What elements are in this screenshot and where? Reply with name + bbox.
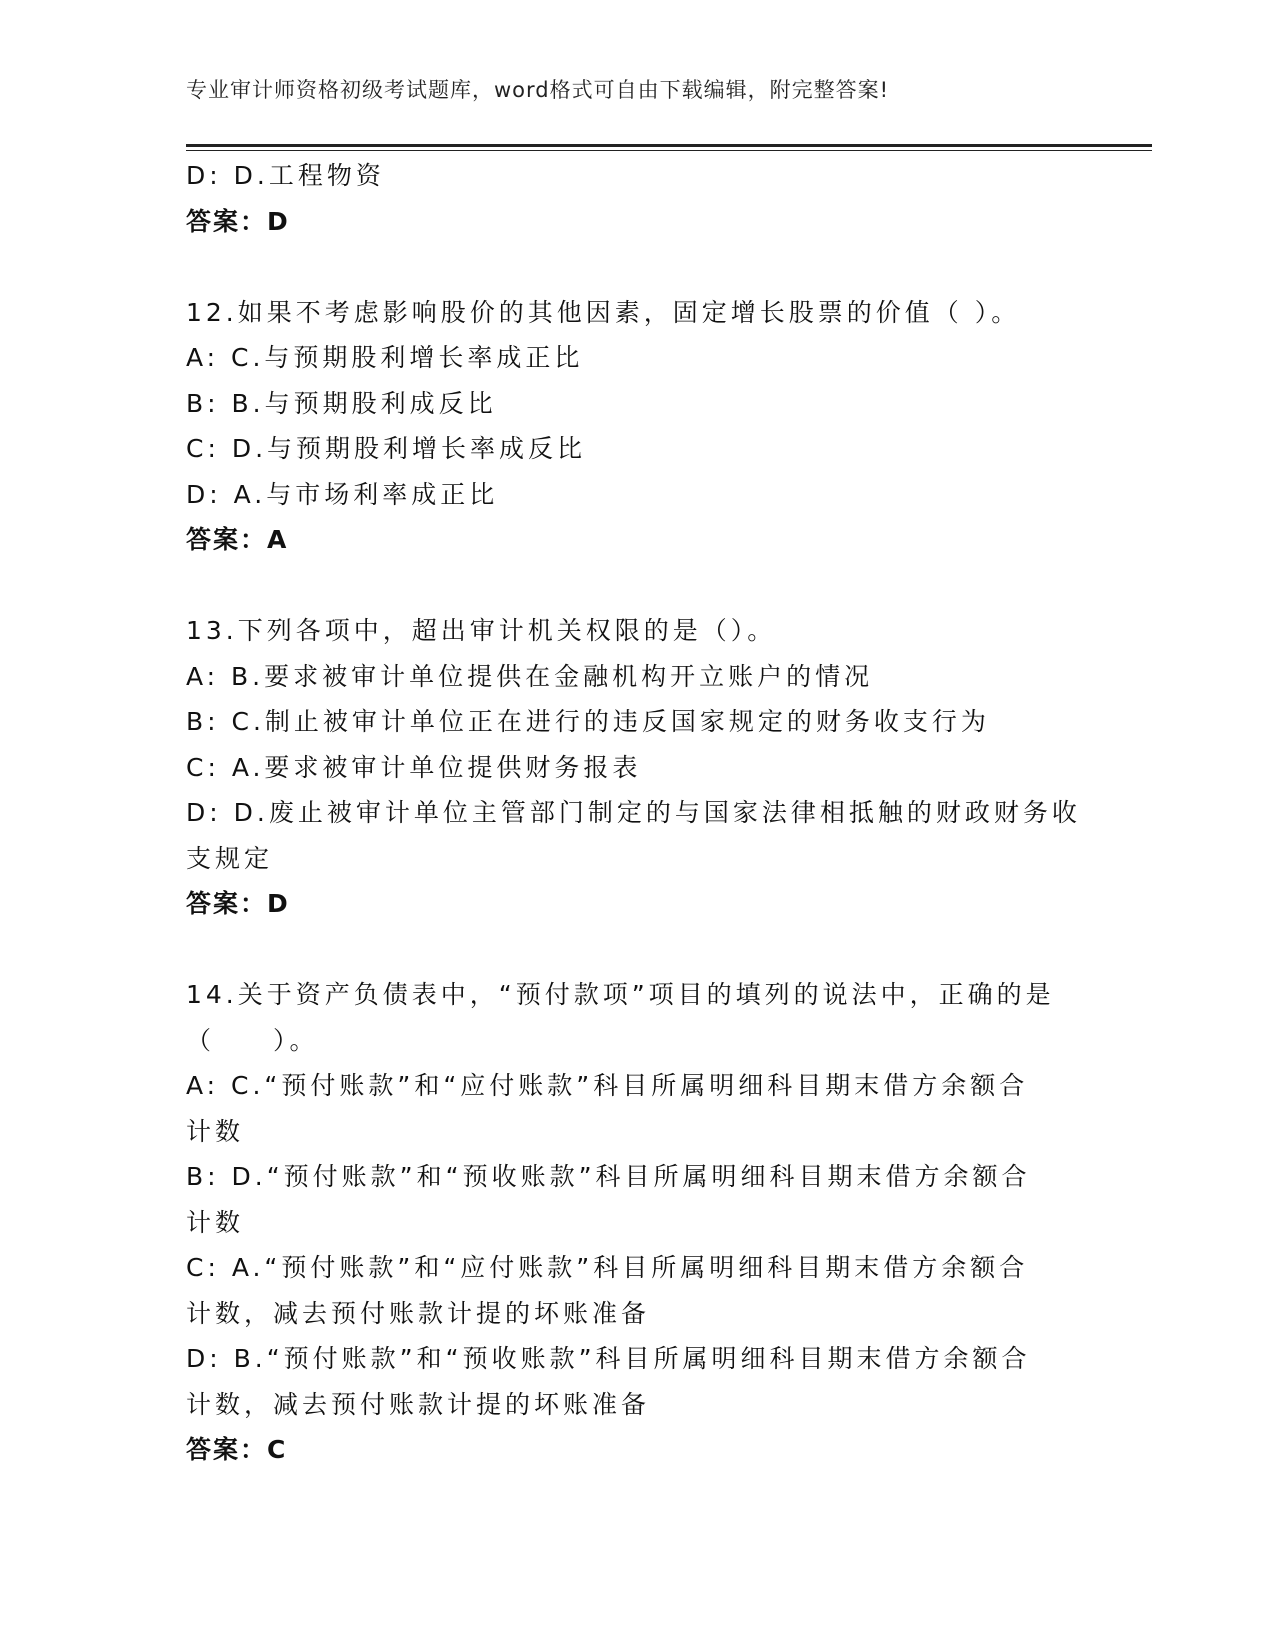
spacer — [186, 244, 1086, 290]
answer: 答案：D — [186, 206, 290, 236]
question-13 — [186, 608, 1086, 927]
option-d-line-1: D: B.“预付账款”和“预收账款”科目所属明细科目期末借方余额合 — [186, 1344, 1031, 1373]
spacer — [186, 927, 1086, 973]
page-header: 专业审计师资格初级考试题库，word格式可自由下载编辑，附完整答案! — [186, 78, 890, 102]
option-a-line-2: 计数 — [186, 1116, 245, 1146]
answer: 答案：D — [186, 889, 290, 918]
option-a: A: C.与预期股利增长率成正比 — [186, 343, 584, 372]
answer: 答案：A — [186, 525, 289, 554]
option-a: A: B.要求被审计单位提供在金融机构开立账户的情况 — [186, 661, 874, 691]
option-c-line-2: 计数，减去预付账款计提的坏账准备 — [186, 1298, 651, 1328]
option-b: B: C.制止被审计单位正在进行的违反国家规定的财务收支行为 — [186, 707, 990, 736]
question-12 — [186, 290, 1086, 563]
question-stem: 13.下列各项中，超出审计机关权限的是（）。 — [186, 616, 777, 645]
option-d: D: D.工程物资 — [186, 161, 385, 190]
question-11 — [186, 153, 1086, 244]
spacer — [186, 563, 1086, 609]
option-c: C: D.与预期股利增长率成反比 — [186, 434, 587, 463]
option-b: B: B.与预期股利成反比 — [186, 388, 497, 418]
header-rule-thick — [186, 144, 1152, 147]
option-c: C: A.要求被审计单位提供财务报表 — [186, 752, 642, 782]
option-d-line-1: D: D.废止被审计单位主管部门制定的与国家法律相抵触的财政财务收 — [186, 798, 1081, 827]
option-d: D: A.与市场利率成正比 — [186, 479, 499, 509]
option-b-line-1: B: D.“预付账款”和“预收账款”科目所属明细科目期末借方余额合 — [186, 1162, 1031, 1191]
option-d-line-2: 计数，减去预付账款计提的坏账准备 — [186, 1389, 651, 1419]
question-14 — [186, 972, 1086, 1473]
answer: 答案：C — [186, 1435, 288, 1464]
question-stem-line-1: 14.关于资产负债表中，“预付款项”项目的填列的说法中，正确的是 — [186, 980, 1055, 1009]
question-stem-line-2: （ ）。 — [186, 1025, 319, 1055]
option-b-line-2: 计数 — [186, 1207, 245, 1237]
option-a-line-1: A: C.“预付账款”和“应付账款”科目所属明细科目期末借方余额合 — [186, 1071, 1029, 1100]
header-rule-thin — [186, 150, 1152, 151]
option-d-line-2: 支规定 — [186, 843, 274, 873]
option-c-line-1: C: A.“预付账款”和“应付账款”科目所属明细科目期末借方余额合 — [186, 1253, 1029, 1282]
question-stem: 12.如果不考虑影响股价的其他因素，固定增长股票的价值（ ）。 — [186, 297, 1021, 327]
question-content — [186, 153, 1086, 1473]
